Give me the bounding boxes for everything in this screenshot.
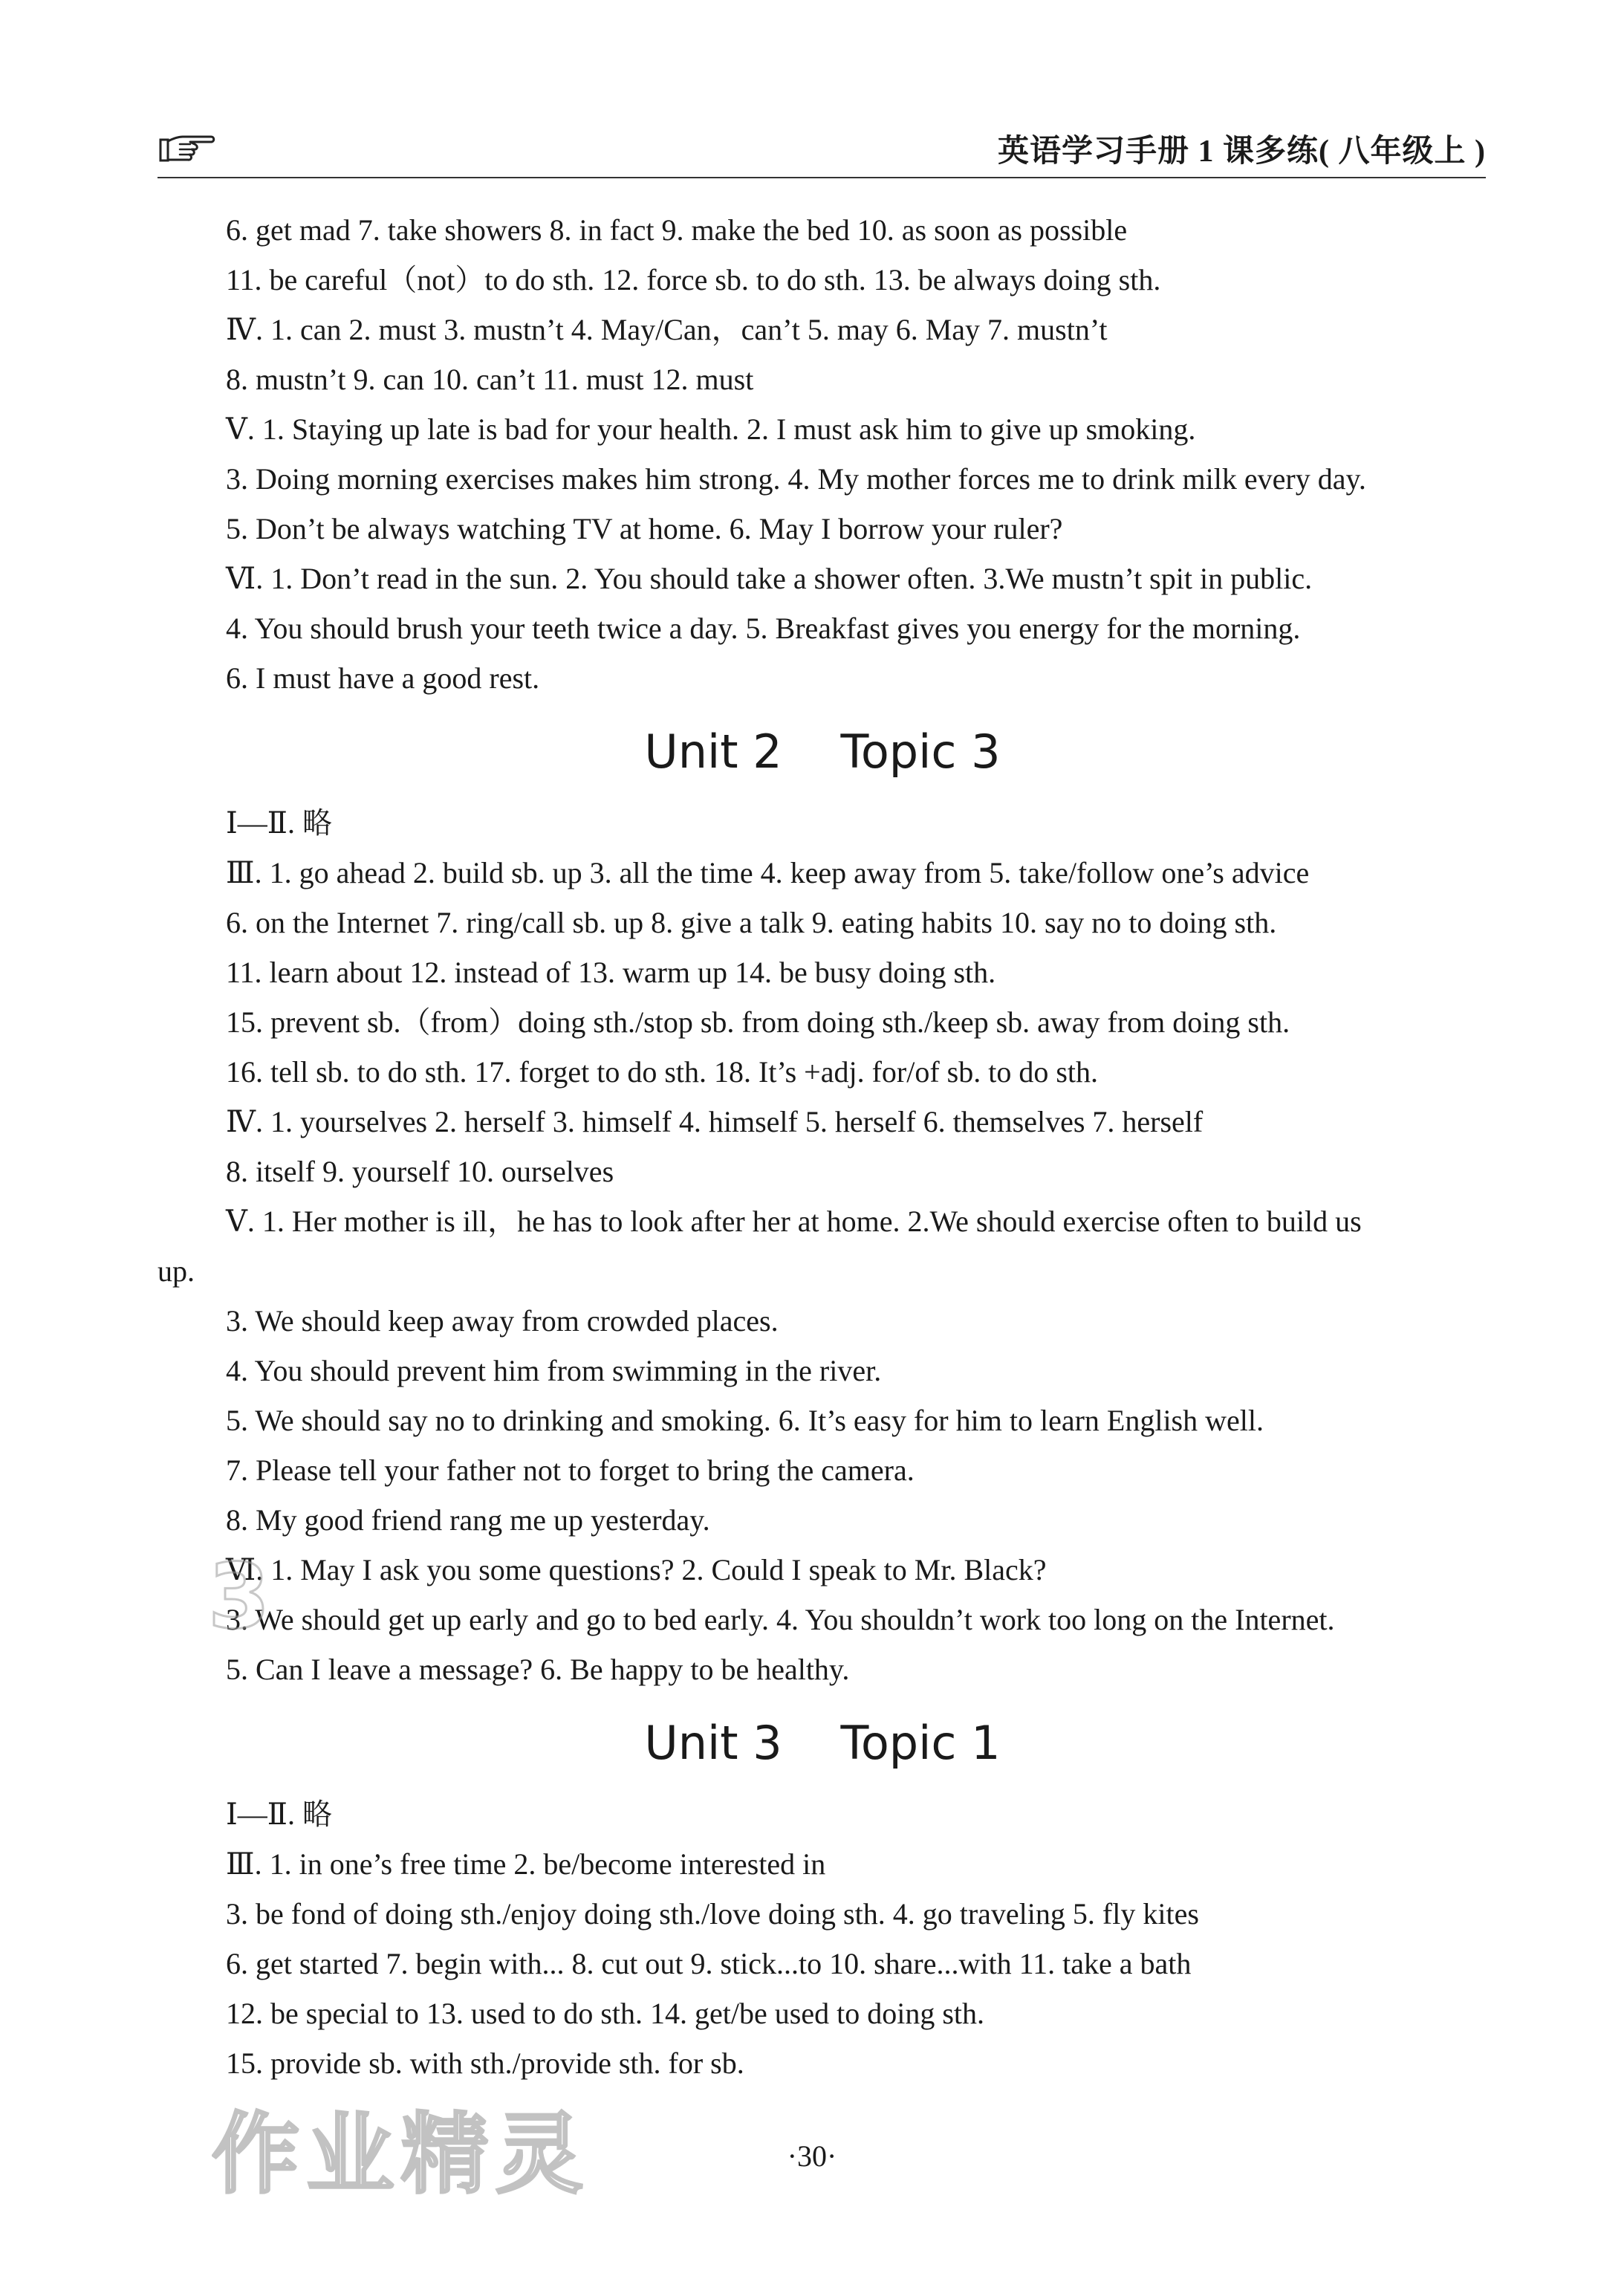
answer-line: 5. Can I leave a message? 6. Be happy to be healthy. xyxy=(226,1653,850,1686)
answer-line: 6. get started 7. begin with... 8. cut out 9. stick...to 10. share...with 11. take a bath xyxy=(226,1947,1192,1980)
answer-line: 4. You should prevent him from swimming in the river. xyxy=(226,1354,882,1387)
answer-line: Ⅰ—Ⅱ. 略 xyxy=(226,806,332,840)
book-title: 英语学习手册 1 课多练( 八年级上 ) xyxy=(998,134,1486,169)
answer-content xyxy=(157,205,1487,2088)
answer-line: 15. provide sb. with sth./provide sth. for sb. xyxy=(226,2046,744,2080)
answer-line: 7. Please tell your father not to forget to bring the camera. xyxy=(226,1453,915,1487)
header-divider xyxy=(157,177,1486,178)
answer-line: 3. be fond of doing sth./enjoy doing sth./love doing sth. 4. go traveling 5. fly kites xyxy=(226,1897,1199,1931)
section-heading-unit3-topic1: Unit 3 Topic 1 xyxy=(644,1716,1001,1770)
answer-line: 6. on the Internet 7. ring/call sb. up 8. give a talk 9. eating habits 10. say no to doing sth. xyxy=(226,906,1277,939)
answer-line: 5. Don’t be always watching TV at home. 6. May I borrow your ruler? xyxy=(226,512,1063,545)
answer-line: Ⅲ. 1. in one’s free time 2. be/become interested in xyxy=(226,1847,826,1881)
svg-text:作业精灵: 作业精灵 xyxy=(212,2103,583,2200)
answer-line: 16. tell sb. to do sth. 17. forget to do sth. 18. It’s +adj. for/of sb. to do sth. xyxy=(226,1055,1099,1089)
answer-line: 11. be careful（not）to do sth. 12. force sb. to do sth. 13. be always doing sth. xyxy=(226,263,1161,296)
answer-line: 6. get mad 7. take showers 8. in fact 9. make the bed 10. as soon as possible xyxy=(226,213,1128,247)
answer-line: Ⅵ. 1. Don’t read in the sun. 2. You should take a shower often. 3.We mustn’t spit in public. xyxy=(226,562,1313,595)
answer-line: 8. itself 9. yourself 10. ourselves xyxy=(226,1155,614,1188)
answer-line: Ⅵ. 1. May I ask you some questions? 2. Could I speak to Mr. Black? xyxy=(226,1553,1047,1586)
answer-line: 11. learn about 12. instead of 13. warm up 14. be busy doing sth. xyxy=(226,956,996,989)
answer-line: Ⅴ. 1. Her mother is ill，he has to look after her at home. 2.We should exercise often to build us xyxy=(226,1205,1362,1238)
watermark-logo xyxy=(212,2103,598,2200)
pointing-hand-icon xyxy=(157,132,217,165)
svg-text:3: 3 xyxy=(208,1546,270,1649)
section-heading-unit2-topic3: Unit 2 Topic 3 xyxy=(644,725,1001,779)
answer-line: 5. We should say no to drinking and smoking. 6. It’s easy for him to learn English well. xyxy=(226,1404,1264,1437)
answer-line: 3. Doing morning exercises makes him strong. 4. My mother forces me to drink milk every day. xyxy=(226,462,1366,496)
answer-line: 6. I must have a good rest. xyxy=(226,661,540,695)
answer-line: 4. You should brush your teeth twice a day. 5. Breakfast gives you energy for the morning. xyxy=(226,612,1301,645)
answer-line: 8. mustn’t 9. can 10. can’t 11. must 12. must xyxy=(226,363,754,396)
answer-line: 3. We should get up early and go to bed early. 4. You shouldn’t work too long on the Internet. xyxy=(226,1603,1335,1636)
answer-line: Ⅰ—Ⅱ. 略 xyxy=(226,1798,332,1831)
answer-line: Ⅴ. 1. Staying up late is bad for your health. 2. I must ask him to give up smoking. xyxy=(226,412,1196,446)
answer-line: 15. prevent sb.（from）doing sth./stop sb. from doing sth./keep sb. away from doing sth. xyxy=(226,1005,1290,1039)
watermark-fragment xyxy=(208,1546,394,1665)
answer-line: 3. We should keep away from crowded places. xyxy=(226,1304,779,1338)
answer-line-continuation: up. xyxy=(157,1254,195,1288)
answer-line: 12. be special to 13. used to do sth. 14. get/be used to doing sth. xyxy=(226,1997,984,2030)
answer-line: Ⅲ. 1. go ahead 2. build sb. up 3. all the time 4. keep away from 5. take/follow one’s advice xyxy=(226,856,1310,889)
answer-line: Ⅳ. 1. can 2. must 3. mustn’t 4. May/Can，can’t 5. may 6. May 7. mustn’t xyxy=(226,313,1108,346)
answer-line: 8. My good friend rang me up yesterday. xyxy=(226,1503,710,1537)
page-number: ·30· xyxy=(787,2139,837,2173)
answer-line: Ⅳ. 1. yourselves 2. herself 3. himself 4. himself 5. herself 6. themselves 7. herself xyxy=(226,1105,1204,1138)
